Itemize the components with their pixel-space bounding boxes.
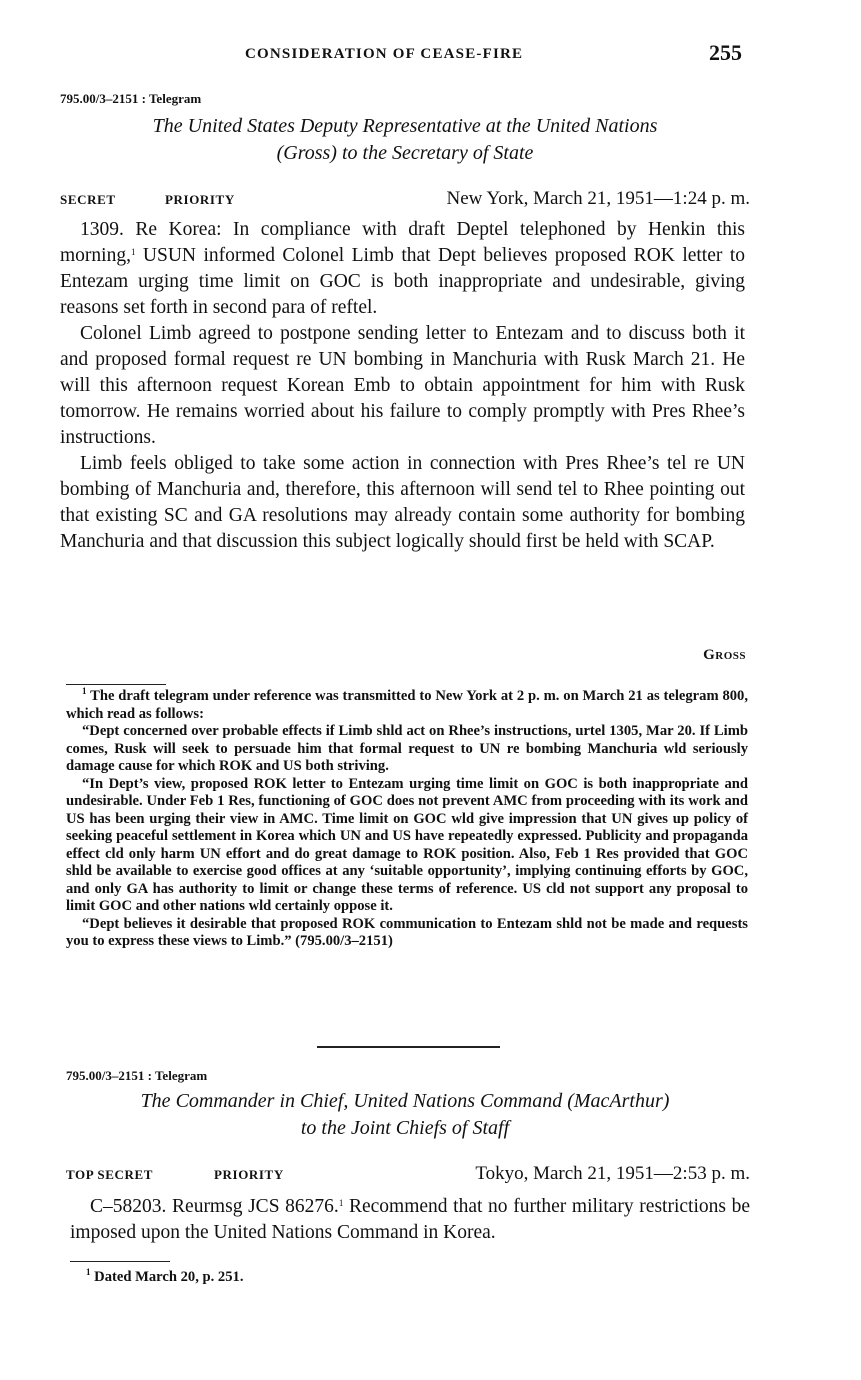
doc1-title-line1: The United States Deputy Representative at the United Nations <box>152 115 658 137</box>
doc1-footnote-1 <box>66 688 748 723</box>
page-header <box>60 40 750 70</box>
doc1-dateline-row <box>60 188 750 212</box>
footnote-mark: 1 <box>86 1267 91 1277</box>
doc1-footnotes <box>66 688 748 951</box>
doc1-priority: PRIORITY <box>165 192 235 207</box>
doc2-body <box>70 1194 750 1246</box>
doc1-signature <box>703 647 746 664</box>
doc2-para1-rest: Recommend that no further military restrictions be imposed upon the United Nations Command in Korea. <box>70 1196 751 1243</box>
footnote-rule-2 <box>70 1261 170 1262</box>
doc1-footnote-1-text: The draft telegram under reference was transmitted to New York at 2 p. m. on March 21 as telegram 800, which read as follows: <box>66 688 748 722</box>
doc1-para1-text: 1309. Re Korea: In compliance with draft Deptel telephoned by Henkin this morning, <box>60 219 745 266</box>
doc1-para1-rest: USUN informed Colonel Limb that Dept believes proposed ROK letter to Entezam urging time limit on GOC is both inappropriate and undesirable, giving reasons set forth in second para of reftel. <box>60 245 745 318</box>
document-separator <box>317 1046 500 1048</box>
doc1-paragraph-3: Limb feels obliged to take some action in connection with Pres Rhee’s tel re UN bombing of Manchuria and, therefore, this afternoon will send tel to Rhee pointing out that existing SC and GA resolutions may already contain some authority for bombing Manchuria and that discussion this subject logically should first be held with SCAP. <box>60 453 745 552</box>
doc1-title <box>60 113 750 167</box>
doc1-title-line2: (Gross) to the Secretary of State <box>276 142 534 164</box>
doc2-title <box>60 1088 750 1142</box>
footnote-ref: 1 <box>130 247 136 257</box>
doc1-footnote-quote-1: “Dept concerned over probable effects if Limb shld act on Rhee’s instructions, urtel 1305, Mar 20. If Limb comes, Rusk will seek to persuade him that formal request to UN re bombing Manchuria wld seriously damage cause for which ROK and US both striving. <box>66 723 748 774</box>
doc1-footnote-quote-3: “Dept believes it desirable that proposed ROK communication to Entezam shld not be made and requests you to express these views to Limb.” (795.00/3–2151) <box>66 915 748 949</box>
doc2-dateline: Tokyo, March 21, 1951—2:53 p. m. <box>475 1163 750 1184</box>
doc2-dateline-row <box>66 1163 750 1187</box>
doc2-file-id: 795.00/3–2151 : Telegram <box>66 1068 208 1083</box>
footnote-mark: 1 <box>82 686 87 696</box>
doc1-paragraph-2: Colonel Limb agreed to postpone sending letter to Entezam and to discuss both it and proposed formal request re UN bombing in Manchuria with Rusk March 21. He will this afternoon request Korean Emb to obtain appointment for him with Rusk tomorrow. He remains worried about his failure to comply promptly with Pres Rhee’s instructions. <box>60 323 745 448</box>
doc1-file-id: 795.00/3–2151 : Telegram <box>60 91 202 106</box>
doc1-signature-text: Gross <box>703 647 746 663</box>
doc1-classification: SECRET <box>60 192 116 207</box>
doc2-para1-text: C–58203. Reurmsg JCS 86276. <box>90 1196 339 1217</box>
doc2-priority: PRIORITY <box>214 1167 284 1182</box>
doc2-title-line2: to the Joint Chiefs of Staff <box>300 1117 510 1139</box>
doc1-paragraph-1 <box>60 217 745 321</box>
doc1-dateline: New York, March 21, 1951—1:24 p. m. <box>446 188 750 209</box>
doc2-footnote-1 <box>70 1269 750 1287</box>
doc2-classification: TOP SECRET <box>66 1167 154 1182</box>
doc1-footnote-quote-2: “In Dept’s view, proposed ROK letter to Entezam urging time limit on GOC is both inappropriate and undesirable. Under Feb 1 Res, functioning of GOC does not prevent AMC from proceeding with its work and US has been urging their view in AMC. Time limit on GOC wld give impression that UN gives up policy of seeking peaceful settlement in Korea which UN and US have repeatedly expressed. Publicity and propaganda effect cld only harm UN effort and do great damage to ROK position. Also, Feb 1 Res provided that GOC shld be available to exercise good offices at any ‘suitable opportunity’, implying continuing efforts by GOC, and only GA has authority to limit or change these terms of reference. US cld not support any proposal to limit GOC and other nations wld certainly oppose it. <box>66 775 748 914</box>
page-number: 255 <box>709 40 742 65</box>
doc1-body <box>60 217 745 555</box>
footnote-ref: 1 <box>338 1198 344 1208</box>
doc2-footnotes <box>70 1269 750 1287</box>
doc2-title-line1: The Commander in Chief, United Nations Command (MacArthur) <box>140 1090 670 1112</box>
footnote-rule <box>66 684 166 685</box>
doc2-footnote-1-text: Dated March 20, p. 251. <box>94 1269 244 1285</box>
doc2-paragraph-1 <box>70 1194 750 1246</box>
running-head: CONSIDERATION OF CEASE-FIRE <box>245 46 524 62</box>
